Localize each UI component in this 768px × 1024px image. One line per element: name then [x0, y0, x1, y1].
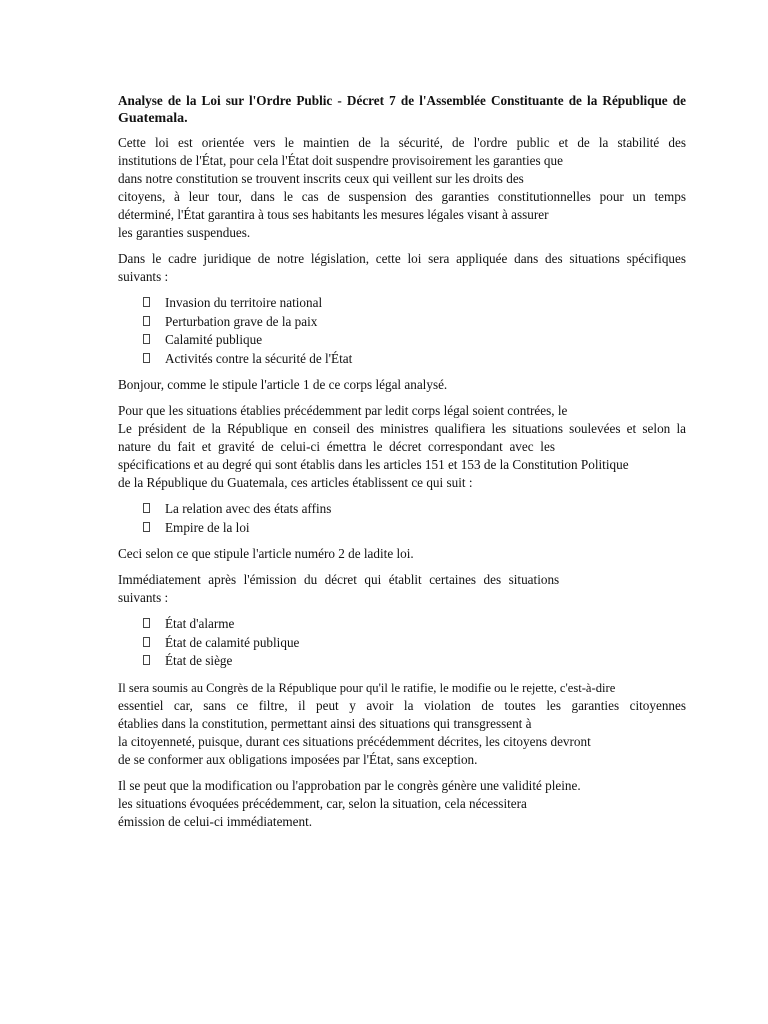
- text-line: institutions de l'État, pour cela l'État doit suspendre provisoirement les garanties que: [118, 153, 563, 168]
- text-line: Il se peut que la modification ou l'approbation par le congrès génère une validité pleine.: [118, 777, 581, 793]
- paragraph-conclusion: [118, 777, 686, 831]
- situations-list: [118, 294, 686, 368]
- text-line: établies dans la constitution, permettant ainsi des situations qui transgressent à: [118, 715, 532, 731]
- checkbox-bullet-icon: [143, 353, 150, 363]
- text-line: dans notre constitution se trouvent inscrits ceux qui veillent sur les droits des: [118, 171, 524, 186]
- list-item: Perturbation grave de la paix: [118, 313, 686, 332]
- checkbox-bullet-icon: [143, 618, 150, 628]
- text-line: émission de celui-ci immédiatement.: [118, 813, 313, 829]
- text-line: Cette loi est orientée vers le maintien de la sécurité, de l'ordre public et de la stabilité des: [118, 135, 686, 150]
- checkbox-bullet-icon: [143, 637, 150, 647]
- list-item: État de calamité publique: [118, 634, 686, 653]
- text-line: essentiel car, sans ce filtre, il peut y avoir la violation de toutes les garanties citoyennes: [118, 697, 686, 713]
- list-item: État d'alarme: [118, 615, 686, 634]
- states-list: [118, 615, 686, 671]
- text-line: suivants :: [118, 590, 169, 605]
- document-page: [118, 92, 686, 839]
- list-item: Invasion du territoire national: [118, 294, 686, 313]
- text-line: Le président de la République en conseil des ministres qualifiera les situations soulevées et selon la: [118, 421, 686, 436]
- title-line-1: Analyse de la Loi sur l'Ordre Public - Décret 7 de l'Assemblée Constituante de la République de: [118, 93, 686, 108]
- text-line: nature du fait et gravité de celui-ci émettra le décret correspondant avec les: [118, 439, 555, 454]
- text-line: la citoyenneté, puisque, durant ces situations précédemment décrites, les citoyens devront: [118, 733, 591, 749]
- articles-list: [118, 500, 686, 537]
- text-line: Il sera soumis au Congrès de la République pour qu'il le ratifie, le modifie ou le rejette, c'est-à-dire: [118, 680, 616, 695]
- paragraph-article-1: [118, 376, 686, 394]
- text-line: de la République du Guatemala, ces articles établissent ce qui suit :: [118, 475, 473, 490]
- text-line: Immédiatement après l'émission du décret qui établit certaines des situations: [118, 572, 560, 587]
- text-line: les garanties suspendues.: [118, 225, 251, 240]
- text-line: déterminé, l'État garantira à tous ses habitants les mesures légales visant à assurer: [118, 207, 549, 222]
- paragraph-decree: [118, 571, 686, 607]
- checkbox-bullet-icon: [143, 522, 150, 532]
- text-line: Ceci selon ce que stipule l'article numéro 2 de ladite loi.: [118, 546, 414, 561]
- document-title: [118, 92, 686, 128]
- paragraph-article-2: [118, 545, 686, 563]
- text-line: les situations évoquées précédemment, car, selon la situation, cela nécessitera: [118, 795, 527, 811]
- list-item: Calamité publique: [118, 331, 686, 350]
- text-line: Pour que les situations établies précédemment par ledit corps légal soient contrées, le: [118, 403, 568, 418]
- list-item: État de siège: [118, 652, 686, 671]
- title-line-2: Guatemala.: [118, 111, 188, 126]
- paragraph-intro: [118, 134, 686, 242]
- paragraph-legal-framework: [118, 250, 686, 286]
- checkbox-bullet-icon: [143, 316, 150, 326]
- text-line: Dans le cadre juridique de notre législation, cette loi sera appliquée dans des situations spécifiques: [118, 251, 686, 266]
- text-line: de se conformer aux obligations imposées par l'État, sans exception.: [118, 751, 478, 767]
- text-line: citoyens, à leur tour, dans le cas de suspension des garanties constitutionnelles pour un temps: [118, 189, 686, 204]
- text-line: Bonjour, comme le stipule l'article 1 de ce corps légal analysé.: [118, 377, 448, 392]
- checkbox-bullet-icon: [143, 655, 150, 665]
- text-line: suivants :: [118, 269, 169, 284]
- checkbox-bullet-icon: [143, 334, 150, 344]
- checkbox-bullet-icon: [143, 297, 150, 307]
- paragraph-congress: [118, 679, 686, 769]
- list-item: La relation avec des états affins: [118, 500, 686, 519]
- paragraph-president: [118, 402, 686, 492]
- list-item: Empire de la loi: [118, 519, 686, 538]
- text-line: spécifications et au degré qui sont établis dans les articles 151 et 153 de la Constitution Politique: [118, 457, 629, 472]
- list-item: Activités contre la sécurité de l'État: [118, 350, 686, 369]
- checkbox-bullet-icon: [143, 503, 150, 513]
